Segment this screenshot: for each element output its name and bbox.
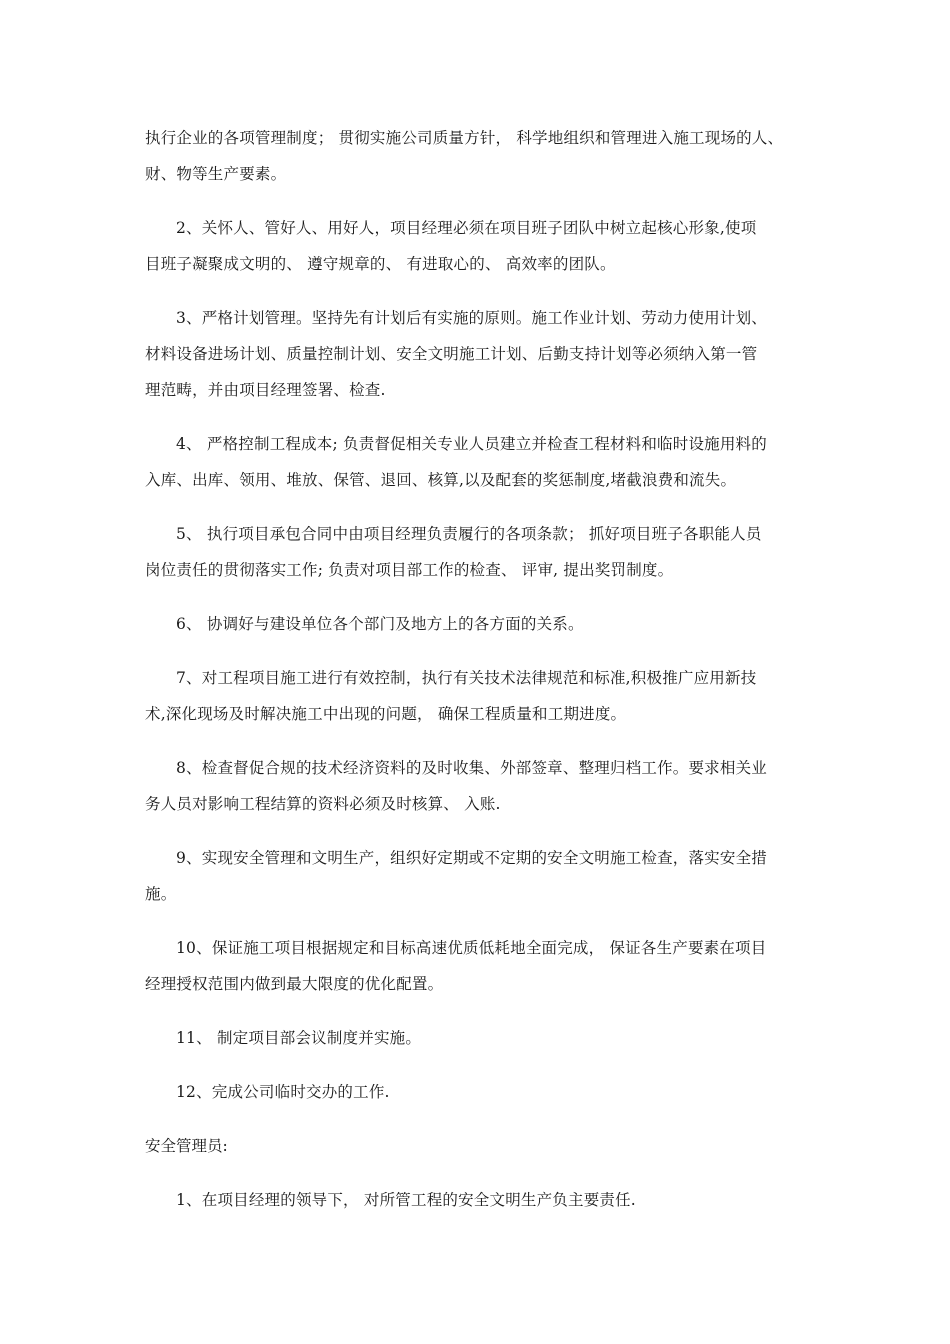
list-item: [145, 1074, 815, 1110]
list-item: [145, 1182, 815, 1218]
text-line: 2、关怀人、管好人、用好人，项目经理必须在项目班子团队中树立起核心形象,使项: [176, 219, 757, 237]
list-item: [145, 840, 815, 912]
text-line: 入库、出库、领用、堆放、保管、退回、核算,以及配套的奖惩制度,堵截浪费和流失。: [145, 471, 737, 489]
section-heading-text: 安全管理员:: [145, 1137, 228, 1155]
text-line: 术,深化现场及时解决施工中出现的问题， 确保工程质量和工期进度。: [145, 705, 627, 723]
text-line: 4、 严格控制工程成本; 负责督促相关专业人员建立并检查工程材料和临时设施用料的: [176, 435, 767, 453]
list-item: [145, 750, 815, 822]
text-line: 执行企业的各项管理制度； 贯彻实施公司质量方针， 科学地组织和管理进入施工现场的人、: [145, 129, 784, 147]
text-line: 财、物等生产要素。: [145, 165, 287, 183]
text-line: 10、保证施工项目根据规定和目标高速优质低耗地全面完成， 保证各生产要素在项目: [176, 939, 767, 957]
document-body: [145, 120, 815, 1236]
text-line: 9、实现安全管理和文明生产，组织好定期或不定期的安全文明施工检查，落实安全措: [176, 849, 767, 867]
list-item: [145, 210, 815, 282]
list-item: [145, 930, 815, 1002]
list-item: [145, 516, 815, 588]
text-line: 材料设备进场计划、质量控制计划、安全文明施工计划、后勤支持计划等必须纳入第一管: [145, 345, 758, 363]
list-item: [145, 1020, 815, 1056]
list-item: [145, 426, 815, 498]
text-line: 目班子凝聚成文明的、 遵守规章的、 有进取心的、 高效率的团队。: [145, 255, 616, 273]
text-line: 12、完成公司临时交办的工作.: [176, 1083, 390, 1101]
text-line: 施。: [145, 885, 177, 903]
list-item: [145, 606, 815, 642]
paragraph-continuation: [145, 120, 815, 192]
text-line: 5、 执行项目承包合同中由项目经理负责履行的各项条款； 抓好项目班子各职能人员: [176, 525, 762, 543]
text-line: 3、严格计划管理。坚持先有计划后有实施的原则。施工作业计划、劳动力使用计划、: [176, 309, 767, 327]
text-line: 理范畴，并由项目经理签署、检查.: [145, 381, 386, 399]
text-line: 7、对工程项目施工进行有效控制，执行有关技术法律规范和标准,积极推广应用新技: [176, 669, 757, 687]
section-heading: [145, 1128, 815, 1164]
text-line: 8、检查督促合规的技术经济资料的及时收集、外部签章、整理归档工作。要求相关业: [176, 759, 767, 777]
text-line: 1、在项目经理的领导下， 对所管工程的安全文明生产负主要责任.: [176, 1191, 636, 1209]
text-line: 经理授权范围内做到最大限度的优化配置。: [145, 975, 444, 993]
list-item: [145, 300, 815, 408]
list-item: [145, 660, 815, 732]
text-line: 11、 制定项目部会议制度并实施。: [176, 1029, 422, 1047]
text-line: 6、 协调好与建设单位各个部门及地方上的各方面的关系。: [176, 615, 584, 633]
text-line: 岗位责任的贯彻落实工作; 负责对项目部工作的检查、 评审, 提出奖罚制度。: [145, 561, 674, 579]
text-line: 务人员对影响工程结算的资料必须及时核算、 入账.: [145, 795, 501, 813]
